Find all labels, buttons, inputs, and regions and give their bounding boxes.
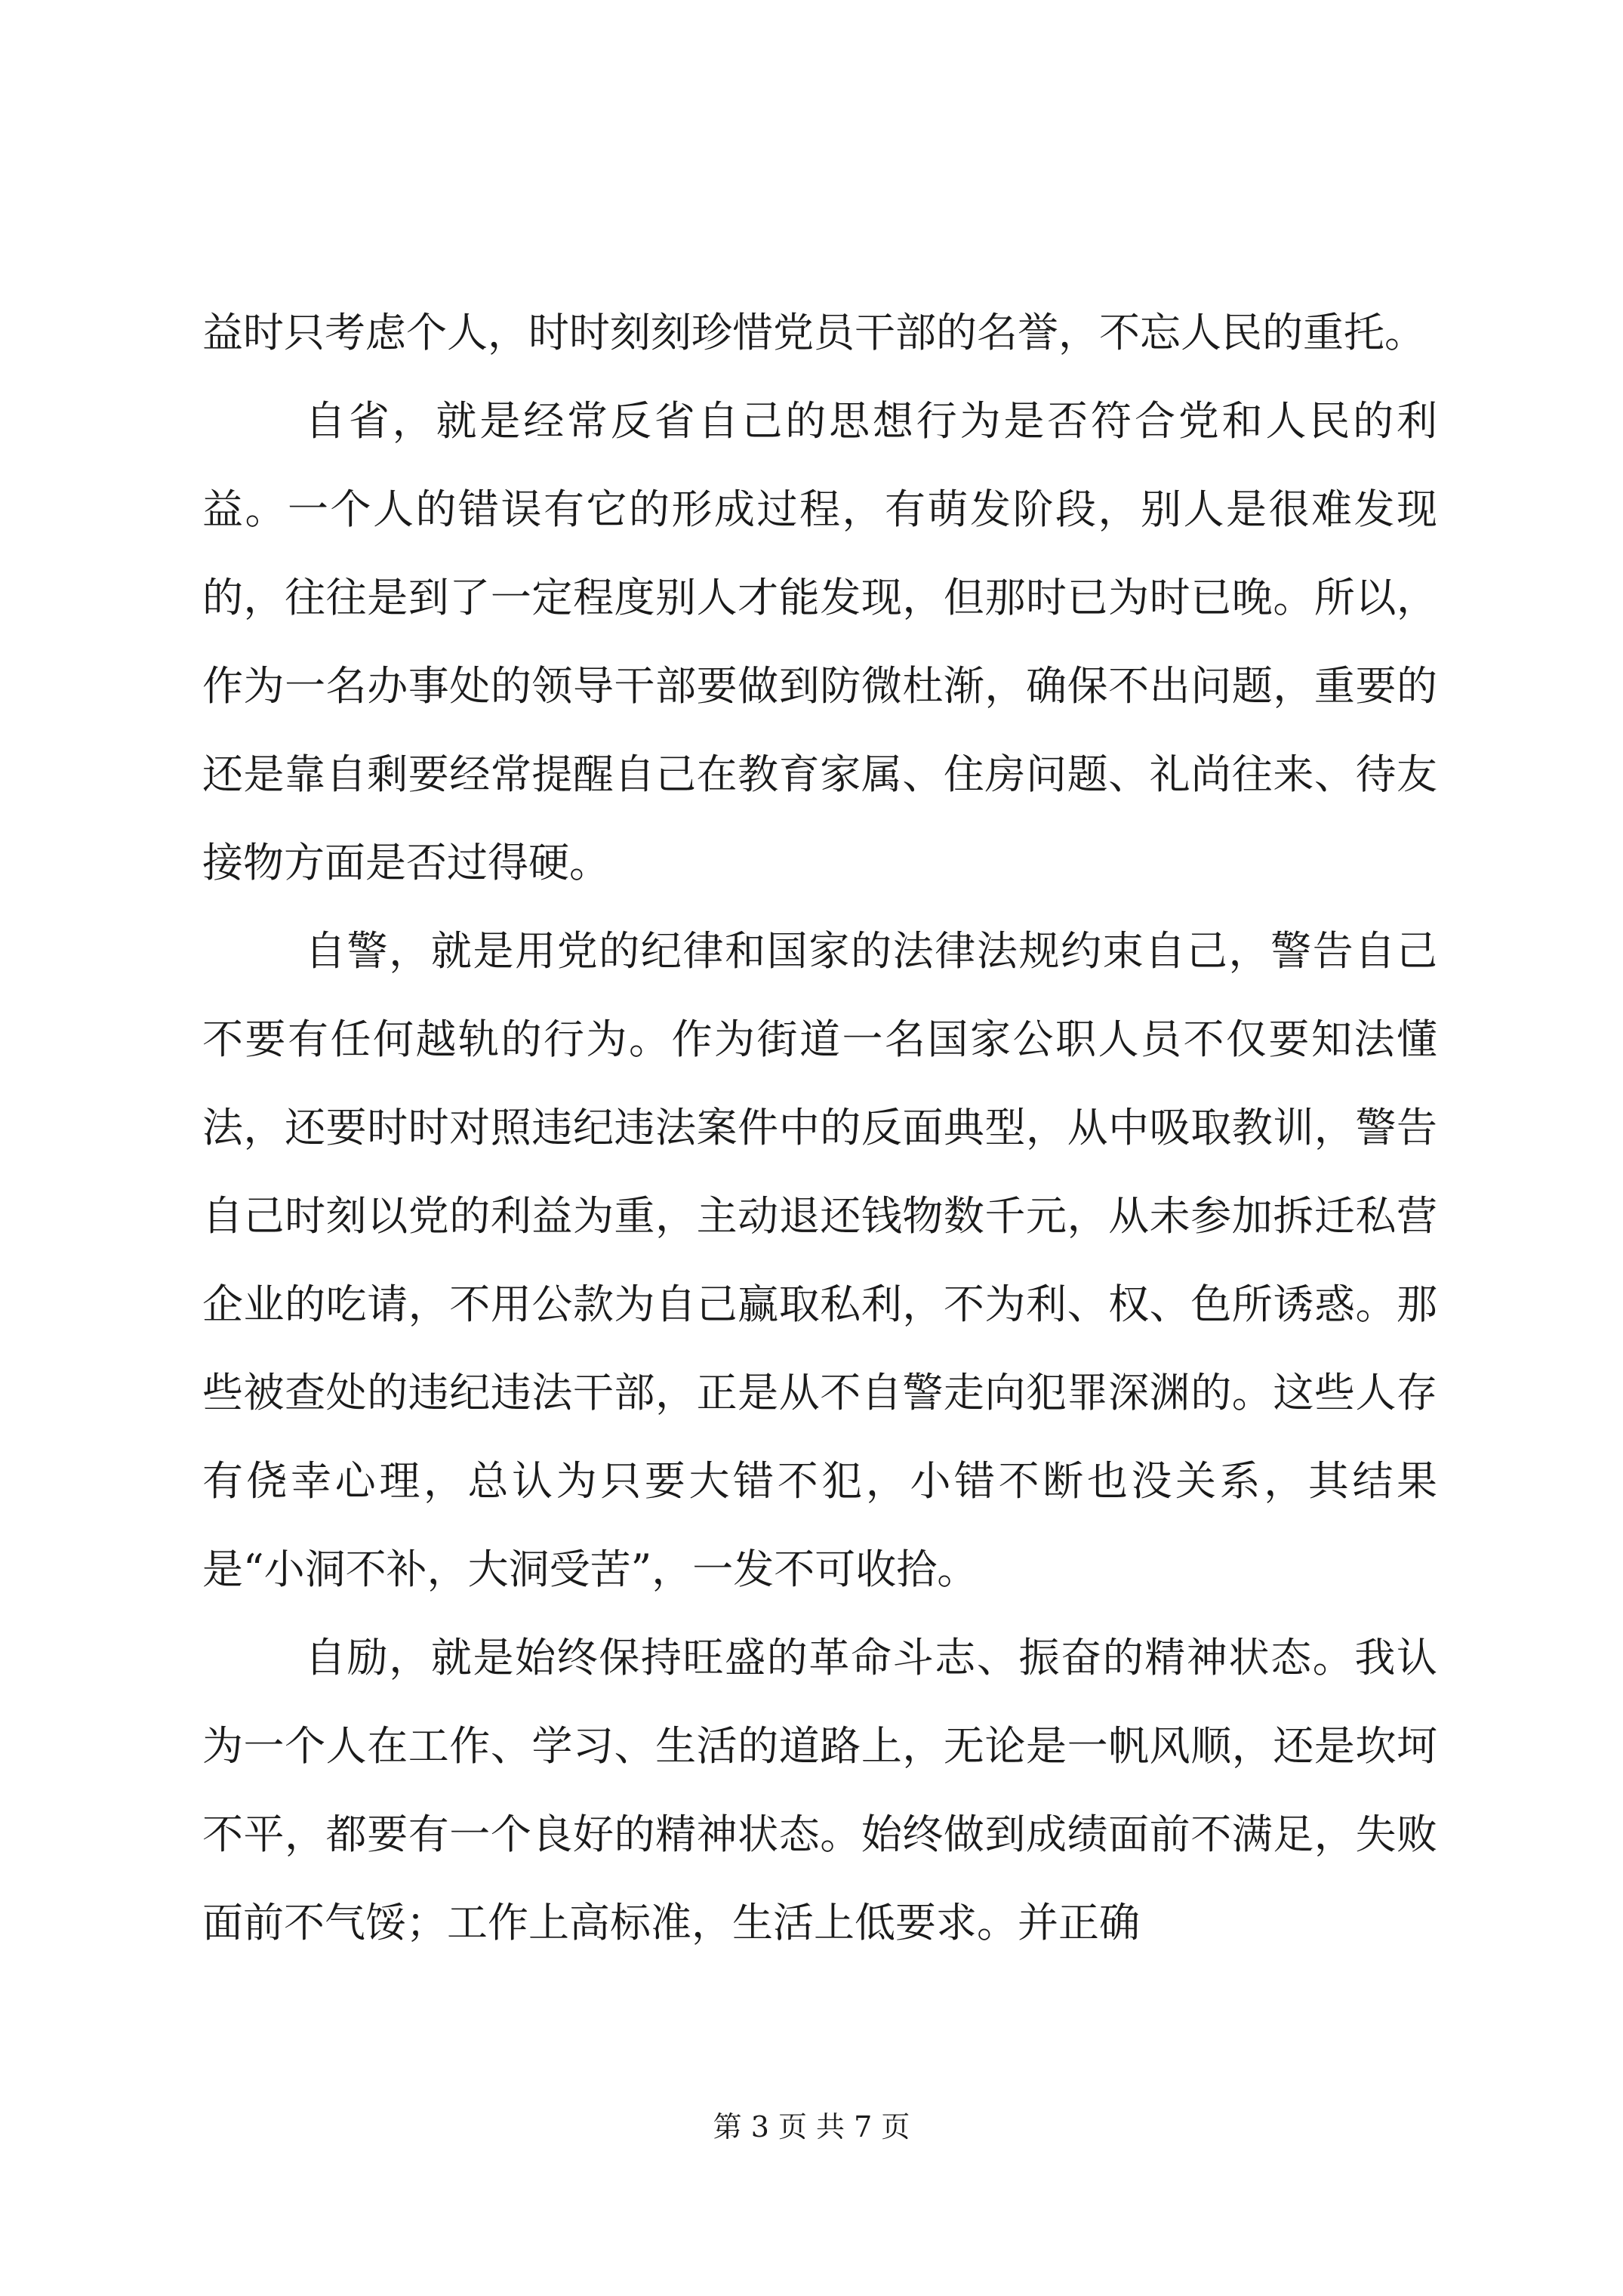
paragraph-zijing: 自警，就是用党的纪律和国家的法律法规约束自己，警告自己不要有任何越轨的行为。作为街道一名国家公职人员不仅要知法懂法，还要时时对照违纪违法案件中的反面典型，从中吸取教训，警告自己时刻以党的利益为重，主动退还钱物数千元，从未参加拆迁私营企业的吃请，不用公款为自己赢取私利，不为利、权、色所诱惑。那些被查处的违纪违法干部，正是从不自警走向犯罪深渊的。这些人存有侥幸心理，总认为只要大错不犯，小错不断也没关系，其结果是“小洞不补，大洞受苦”，一发不可收拾。 xyxy=(202,927,1437,1593)
page-footer: 第 3 页 共 7 页 xyxy=(713,2110,910,2143)
paragraph-zixing: 自省，就是经常反省自己的思想行为是否符合党和人民的利益。一个人的错误有它的形成过程，有萌发阶段，别人是很难发现的，往往是到了一定程度别人才能发现，但那时已为时已晚。所以，作为一名办事处的领导干部要做到防微杜渐，确保不出问题，重要的还是靠自剩要经常提醒自己在教育家属、住房问题、礼尚往来、待友接物方面是否过得硬。 xyxy=(202,397,1437,886)
paragraph-zili: 自励，就是始终保持旺盛的革命斗志、振奋的精神状态。我认为一个人在工作、学习、生活的道路上，无论是一帆风顺，还是坎坷不平，都要有一个良好的精神状态。始终做到成绩面前不满足，失败面前不气馁；工作上高标准，生活上低要求。并正确 xyxy=(202,1634,1437,1946)
document-body xyxy=(202,288,1437,1967)
paragraph-continuation: 益时只考虑个人，时时刻刻珍惜党员干部的名誉，不忘人民的重托。 xyxy=(202,309,1425,356)
